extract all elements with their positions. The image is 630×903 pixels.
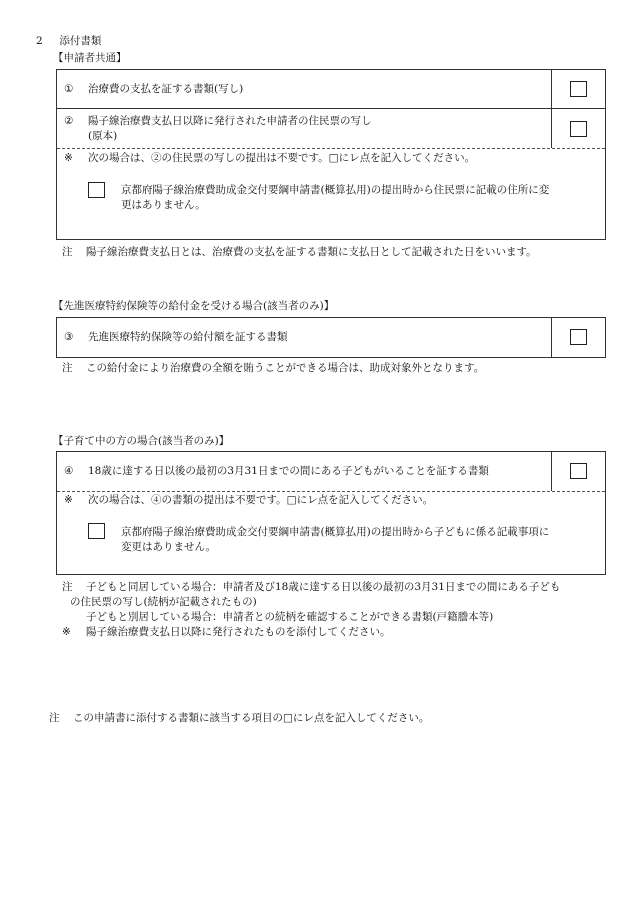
section-number: 2 [36, 35, 43, 47]
child-note-mark: 注 [62, 581, 73, 593]
item-3-text: 先進医療特約保険等の給付額を証する書類 [88, 331, 288, 343]
child-record-unchanged-line1: 京都府陽子線治療費助成金交付要綱申請書(概算払用)の提出時から子どもに係る記載事項に [121, 526, 550, 538]
item-2-checkbox[interactable] [570, 121, 587, 137]
item-3-checkbox[interactable] [570, 329, 587, 345]
footer-note-text: この申請書に添付する書類に該当する項目の□にレ点を記入してください。 [73, 712, 430, 724]
item-4-text: 18歳に達する日以後の最初の3月31日までの間にある子どもがいることを証する書類 [88, 465, 489, 477]
child-note-line3: 子どもと別居している場合：申請者との続柄を確認することができる書類(戸籍謄本等) [86, 611, 494, 623]
child-record-unchanged-checkbox[interactable] [88, 523, 105, 539]
common-documents-table [56, 69, 606, 240]
item-2-mark: ② [64, 115, 74, 127]
child-note-line2: の住民票の写し(続柄が記載されたもの) [70, 596, 257, 608]
child-record-unchanged-line2: 変更はありません。 [121, 541, 217, 553]
advanced-note [62, 361, 484, 376]
child-heading: 【子育て中の方の場合(該当者のみ)】 [53, 435, 230, 447]
item-2-text-line1: 陽子線治療費支払日以降に発行された申請者の住民票の写し [88, 115, 372, 127]
item-1-row [57, 70, 605, 109]
common-note-text: 陽子線治療費支払日とは、治療費の支払を証する書類に支払日として記載された日をいいます。 [86, 246, 537, 258]
address-unchanged-checkbox[interactable] [88, 182, 105, 198]
item-2-row [57, 109, 605, 149]
exception-mark: ※ [64, 152, 73, 164]
child-remark-mark: ※ [62, 626, 71, 638]
item-3-mark: ③ [64, 331, 74, 343]
item-1-checkbox[interactable] [570, 81, 587, 97]
section-title: 添付書類 [59, 35, 102, 47]
child-exception-mark: ※ [64, 494, 73, 506]
exception-text: 次の場合は、②の住民票の写しの提出は不要です。□にレ点を記入してください。 [88, 152, 476, 164]
child-exception-text: 次の場合は、④の書類の提出は不要です。□にレ点を記入してください。 [88, 494, 434, 506]
item-2-exception [57, 149, 605, 239]
child-documents-table [56, 451, 606, 575]
item-1-text: 治療費の支払を証する書類(写し) [88, 83, 244, 95]
item-4-row [57, 452, 605, 492]
item-4-exception [57, 492, 605, 574]
advanced-heading: 【先進医療特約保険等の給付金を受ける場合(該当者のみ)】 [53, 300, 335, 312]
item-4-checkbox[interactable] [570, 463, 587, 479]
child-note [62, 580, 612, 640]
advanced-documents-table [56, 317, 606, 358]
item-2-text-line2: (原本) [88, 130, 118, 142]
item-4-mark: ④ [64, 465, 74, 477]
child-remark-text: 陽子線治療費支払日以降に発行されたものを添付してください。 [86, 626, 391, 638]
footer-note-mark: 注 [49, 712, 60, 724]
item-1-mark: ① [64, 83, 74, 95]
address-unchanged-line2: 更はありません。 [121, 199, 206, 211]
common-note-mark: 注 [62, 246, 73, 258]
footer-note [49, 711, 429, 726]
advanced-note-text: この給付金により治療費の全額を賄うことができる場合は、助成対象外となります。 [86, 362, 485, 374]
common-heading: 【申請者共通】 [53, 52, 127, 64]
item-3-row [57, 318, 605, 357]
advanced-note-mark: 注 [62, 362, 73, 374]
section-heading [36, 34, 101, 49]
common-note [62, 245, 537, 260]
address-unchanged-line1: 京都府陽子線治療費助成金交付要綱申請書(概算払用)の提出時から住民票に記載の住所に変 [121, 184, 550, 196]
child-note-line1: 子どもと同居している場合：申請者及び18歳に達する日以後の最初の3月31日までの間にある子ども [86, 581, 561, 593]
